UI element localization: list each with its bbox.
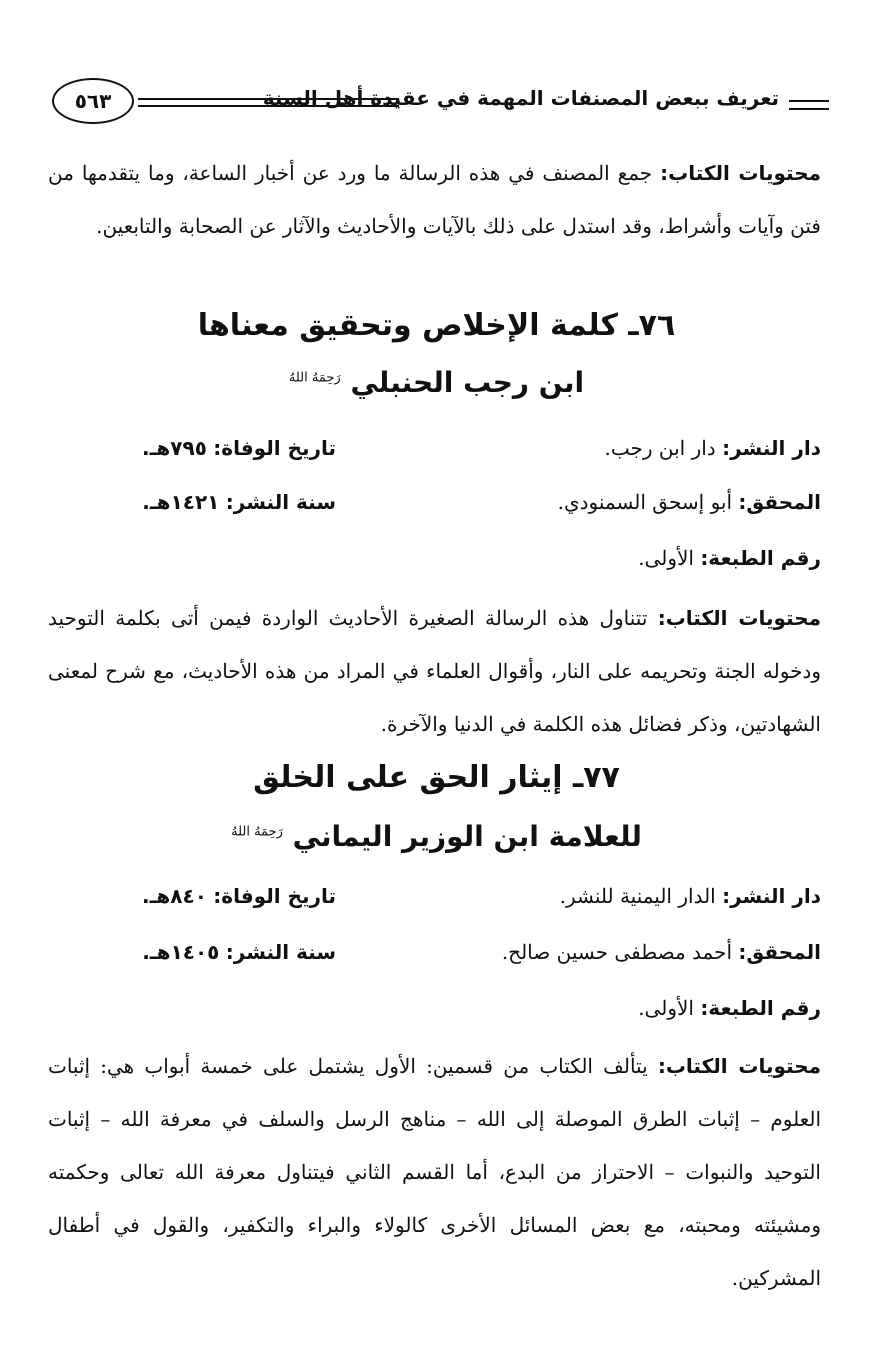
editor-label: المحقق: <box>738 490 821 514</box>
publication-year-label: سنة النشر: <box>225 490 336 514</box>
entry-77-editor-row <box>48 940 821 980</box>
entry-77-author <box>0 820 873 853</box>
entry-76-edition-row <box>48 546 821 586</box>
edition-value: الأولى. <box>638 546 694 570</box>
entry-77-publisher-row <box>48 884 821 924</box>
publisher <box>560 884 821 908</box>
publisher-label: دار النشر: <box>722 436 821 460</box>
entry-76-editor-row <box>48 490 821 530</box>
death-date-label: تاريخ الوفاة: <box>213 884 336 908</box>
editor <box>502 940 821 964</box>
honorific: رَحِمَهُ اللهُ <box>231 824 283 840</box>
running-header <box>52 78 829 128</box>
edition-label: رقم الطبعة: <box>700 546 821 570</box>
editor-value: أحمد مصطفى حسين صالح. <box>501 940 733 964</box>
header-rule <box>138 98 399 107</box>
contents-label: محتويات الكتاب: <box>657 1054 821 1078</box>
contents-text: جمع المصنف في هذه الرسالة ما ورد عن أخبار الساعة، وما يتقدمها من فتن وآيات وأشراط، وقد استدل على ذلك بالآيات والأحاديث والآثار عن الصحابة والتابعين. <box>48 161 821 238</box>
edition-value: الأولى. <box>638 996 694 1020</box>
contents-label: محتويات الكتاب: <box>660 161 821 185</box>
header-ornament <box>789 100 829 110</box>
entry-77-edition-row <box>48 996 821 1036</box>
editor-value: أبو إسحق السمنودي. <box>557 490 733 514</box>
publisher <box>605 436 821 460</box>
editor <box>558 490 821 514</box>
entry-77-contents-paragraph <box>48 1040 821 1305</box>
death-date-value: ٨٤٠هـ. <box>141 884 207 908</box>
entry-76-contents-paragraph <box>48 592 821 751</box>
death-date-value: ٧٩٥هـ. <box>141 436 207 460</box>
edition <box>638 546 821 570</box>
publisher-value: دار ابن رجب. <box>604 436 716 460</box>
contents-text: يتألف الكتاب من قسمين: الأول يشتمل على خمسة أبواب هي: إثبات العلوم – إثبات الطرق الموصلة إلى الله – مناهج الرسل والسلف في معرفة الله – إثبات التوحيد والنبوات – الاحتراز من البدع، أما القسم الثاني فيتناول معرفة الله تعالى وحكمته ومشيئته ومحبته، مع بعض المسائل الأخرى كالولاء والبراء والتكفير، والقول في أطفال المشركين. <box>48 1054 822 1290</box>
entry-77-title: ٧٧ـ إيثار الحق على الخلق <box>253 760 620 795</box>
publisher-value: الدار اليمنية للنشر. <box>559 884 716 908</box>
publication-year-label: سنة النشر: <box>225 940 336 964</box>
contents-text: تتناول هذه الرسالة الصغيرة الأحاديث الواردة فيمن أتى بكلمة التوحيد ودخوله الجنة وتحريمه على النار، وأقوال العلماء في المراد من هذه الأحاديث، مع شرح لمعنى الشهادتين، وذكر فضائل هذه الكلمة في الدنيا والآخرة. <box>48 606 821 736</box>
entry-76-title: ٧٦ـ كلمة الإخلاص وتحقيق معناها <box>197 308 676 343</box>
entry-76-author <box>0 366 873 399</box>
publication-year-value: ١٤٠٥هـ. <box>142 940 220 964</box>
death-date <box>142 884 336 908</box>
publisher-label: دار النشر: <box>722 884 821 908</box>
running-header-title: تعريف ببعض المصنفات المهمة في عقيدة أهل السنة <box>262 86 779 110</box>
publication-year-value: ١٤٢١هـ. <box>142 490 220 514</box>
edition-label: رقم الطبعة: <box>700 996 821 1020</box>
edition <box>638 996 821 1020</box>
editor-label: المحقق: <box>738 940 821 964</box>
author-name: ابن رجب الحنبلي <box>350 366 585 399</box>
author-name: للعلامة ابن الوزير اليماني <box>292 820 642 853</box>
entry-76-publisher-row <box>48 436 821 476</box>
intro-contents-paragraph <box>48 147 821 253</box>
publication-year <box>142 940 336 964</box>
death-date <box>142 436 336 460</box>
page-number: ٥٦٣ <box>52 78 134 124</box>
publication-year <box>142 490 336 514</box>
honorific: رَحِمَهُ اللهُ <box>288 370 341 386</box>
contents-label: محتويات الكتاب: <box>657 606 821 630</box>
death-date-label: تاريخ الوفاة: <box>213 436 336 460</box>
